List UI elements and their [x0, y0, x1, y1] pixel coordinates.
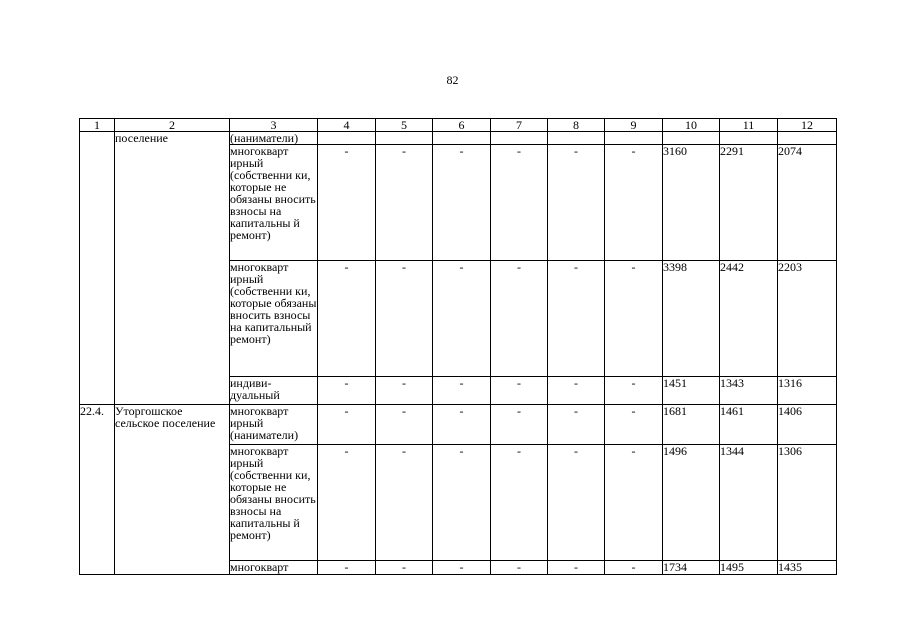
- value-cell: -: [376, 261, 433, 377]
- value-cell: 2291: [720, 145, 778, 261]
- table-cell: [605, 132, 663, 145]
- value-cell: -: [376, 405, 433, 445]
- page-number: 82: [446, 73, 459, 87]
- value-cell: -: [491, 377, 548, 405]
- value-cell: -: [491, 561, 548, 575]
- table-cell: [548, 132, 605, 145]
- value-cell: -: [376, 145, 433, 261]
- table-cell: [318, 132, 376, 145]
- value-cell: 1316: [778, 377, 837, 405]
- table-cell: [433, 132, 491, 145]
- value-cell: 1451: [663, 377, 720, 405]
- value-cell: -: [491, 445, 548, 561]
- table-cell: [491, 132, 548, 145]
- value-cell: -: [605, 405, 663, 445]
- value-cell: -: [318, 261, 376, 377]
- value-cell: -: [605, 561, 663, 575]
- value-cell: -: [433, 377, 491, 405]
- housing-type: многокварт ирный (собственни ки, которые не обязаны вносить взносы на капитальны й ремонт): [230, 445, 318, 561]
- value-cell: -: [318, 561, 376, 575]
- table-cell: [376, 132, 433, 145]
- value-cell: -: [376, 377, 433, 405]
- value-cell: -: [433, 261, 491, 377]
- value-cell: -: [433, 445, 491, 561]
- settlement-name: поселение: [115, 132, 230, 405]
- col-header: 1: [80, 119, 115, 132]
- value-cell: 1406: [778, 405, 837, 445]
- table-row: [80, 132, 837, 145]
- value-cell: -: [376, 445, 433, 561]
- value-cell: -: [605, 261, 663, 377]
- header-row: [80, 119, 837, 132]
- settlement-name: Уторгошское сельское поселение: [115, 405, 230, 575]
- value-cell: -: [318, 145, 376, 261]
- value-cell: -: [491, 145, 548, 261]
- row-number-cell: [80, 132, 115, 405]
- row-number-cell: 22.4.: [80, 405, 115, 575]
- col-header: 5: [376, 119, 433, 132]
- col-header: 2: [115, 119, 230, 132]
- value-cell: -: [548, 445, 605, 561]
- table-cell: [720, 132, 778, 145]
- housing-type: (наниматели): [230, 132, 318, 145]
- housing-type: многокварт: [230, 561, 318, 575]
- value-cell: -: [605, 445, 663, 561]
- tariff-table: [79, 118, 837, 575]
- value-cell: -: [548, 261, 605, 377]
- col-header: 6: [433, 119, 491, 132]
- value-cell: 1461: [720, 405, 778, 445]
- value-cell: 1495: [720, 561, 778, 575]
- value-cell: 2203: [778, 261, 837, 377]
- value-cell: 1306: [778, 445, 837, 561]
- value-cell: 2074: [778, 145, 837, 261]
- value-cell: -: [318, 445, 376, 561]
- value-cell: -: [491, 261, 548, 377]
- value-cell: -: [433, 145, 491, 261]
- value-cell: -: [433, 561, 491, 575]
- col-header: 3: [230, 119, 318, 132]
- table-cell: [778, 132, 837, 145]
- value-cell: 1435: [778, 561, 837, 575]
- col-header: 12: [778, 119, 837, 132]
- value-cell: -: [605, 377, 663, 405]
- housing-type: индиви- дуальный: [230, 377, 318, 405]
- col-header: 10: [663, 119, 720, 132]
- col-header: 4: [318, 119, 376, 132]
- value-cell: 1734: [663, 561, 720, 575]
- housing-type: многокварт ирный (собственни ки, которые обязаны вносить взносы на капитальный ремонт): [230, 261, 318, 377]
- value-cell: -: [548, 561, 605, 575]
- housing-type: многокварт ирный (собственни ки, которые не обязаны вносить взносы на капитальны й ремонт): [230, 145, 318, 261]
- value-cell: -: [605, 145, 663, 261]
- col-header: 11: [720, 119, 778, 132]
- table-cell: [663, 132, 720, 145]
- value-cell: -: [548, 377, 605, 405]
- value-cell: 1681: [663, 405, 720, 445]
- value-cell: 1344: [720, 445, 778, 561]
- table-row: [80, 405, 837, 445]
- value-cell: -: [318, 377, 376, 405]
- col-header: 9: [605, 119, 663, 132]
- value-cell: -: [376, 561, 433, 575]
- value-cell: -: [318, 405, 376, 445]
- value-cell: -: [548, 405, 605, 445]
- col-header: 7: [491, 119, 548, 132]
- col-header: 8: [548, 119, 605, 132]
- value-cell: 2442: [720, 261, 778, 377]
- value-cell: 3398: [663, 261, 720, 377]
- value-cell: -: [491, 405, 548, 445]
- value-cell: 3160: [663, 145, 720, 261]
- value-cell: -: [433, 405, 491, 445]
- housing-type: многокварт ирный (наниматели): [230, 405, 318, 445]
- value-cell: 1343: [720, 377, 778, 405]
- value-cell: -: [548, 145, 605, 261]
- value-cell: 1496: [663, 445, 720, 561]
